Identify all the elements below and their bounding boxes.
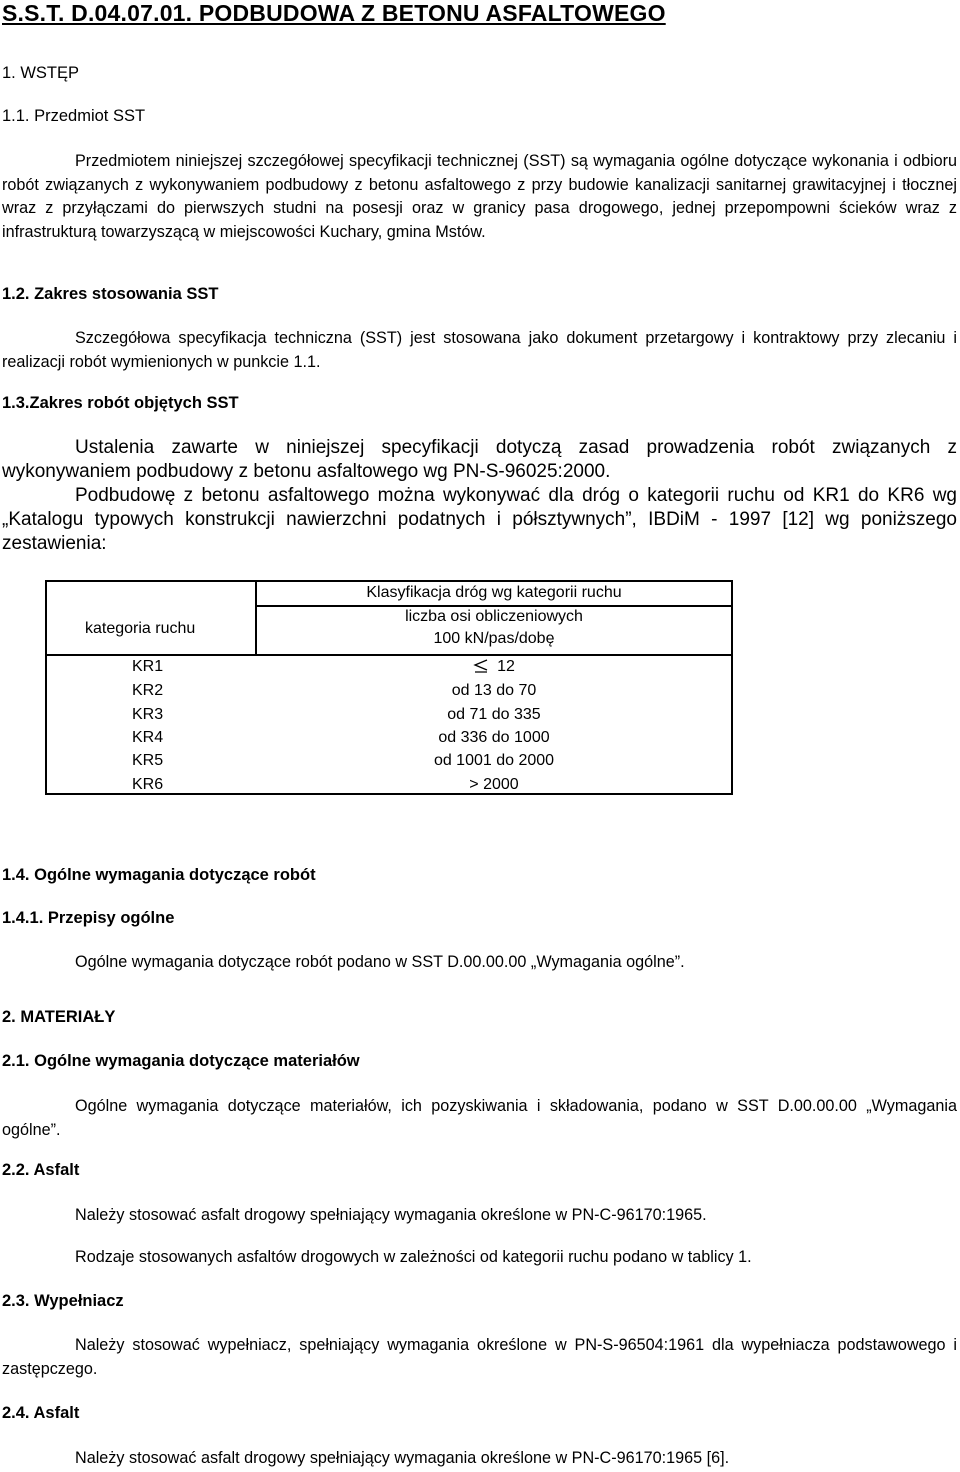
paragraph-2-3: Należy stosować wypełniacz, spełniający wymagania określone w PN-S-96504:1961 dla wypełniacza podstawowego i zastępczego. [2, 1336, 957, 1378]
table-header-left: kategoria ruchu [85, 620, 196, 637]
paragraph-2-2a: Należy stosować asfalt drogowy spełniający wymagania określone w PN-C-96170:1965. [75, 1206, 707, 1224]
traffic-category-table: Klasyfikacja dróg wg kategorii ruchu kategoria ruchu liczba osi obliczeniowych 100 kN/pas/dobę KR1 12 KR2 od 13 do 70 KR3 od 71 do 335 KR4 od 336 do 1000 KR5 od 1001 do 2000 KR6 > 2000 [45, 580, 733, 795]
paragraph-2-2b: Rodzaje stosowanych asfaltów drogowych w zależności od kategorii ruchu podano w tablicy 1. [75, 1248, 752, 1266]
table-header-right-1: liczba osi obliczeniowych [405, 608, 583, 625]
section-heading-2: 2. MATERIAŁY [2, 1008, 116, 1026]
section-heading-1-4-1: 1.4.1. Przepisy ogólne [2, 909, 175, 927]
table-header-right-2: 100 kN/pas/dobę [433, 630, 555, 647]
section-heading-2-1: 2.1. Ogólne wymagania dotyczące materiałów [2, 1052, 360, 1070]
table-header-top: Klasyfikacja dróg wg kategorii ruchu [366, 584, 622, 601]
paragraph-2-1: Ogólne wymagania dotyczące materiałów, ich pozyskiwania i składowania, podano w SST D.00.00.00 „Wymagania ogólne”. [2, 1097, 957, 1139]
paragraph-1-3b: Podbudowę z betonu asfaltowego można wykonywać dla dróg o kategorii ruchu od KR1 do KR6 wg „Katalogu typowych konstrukcji nawierzchni podatnych i półsztywnych”, IBDiM - 1997 [12] wg poniższego zestawienia: [2, 485, 957, 554]
section-heading-1-1: 1.1. Przedmiot SST [2, 107, 146, 125]
section-heading-1-4: 1.4. Ogólne wymagania dotyczące robót [2, 866, 316, 884]
paragraph-1-4-1: Ogólne wymagania dotyczące robót podano w SST D.00.00.00 „Wymagania ogólne”. [75, 953, 685, 971]
paragraph-1-3a: Ustalenia zawarte w niniejszej specyfikacji dotyczą zasad prowadzenia robót związanych z wykonywaniem podbudowy z betonu asfaltowego wg PN-S-96025:2000. [2, 437, 957, 482]
section-heading-1-3: 1.3.Zakres robót objętych SST [2, 394, 239, 412]
paragraph-1-2: Szczegółowa specyfikacja techniczna (SST) jest stosowana jako dokument przetargowy i kontraktowy przy zlecaniu i realizacji robót wymienionych w punkcie 1.1. [2, 329, 957, 371]
section-heading-1-2: 1.2. Zakres stosowania SST [2, 285, 219, 303]
section-heading-2-4: 2.4. Asfalt [2, 1404, 80, 1422]
less-or-equal-icon [473, 659, 489, 673]
paragraph-1-1: Przedmiotem niniejszej szczegółowej specyfikacji technicznej (SST) są wymagania ogólne dotyczące wykonania i odbioru robót związanych z wykonywaniem podbudowy z betonu asfaltowego z przy budowie kanalizacji sanitarnej grawitacyjnej i tłocznej wraz z przyłączami do pierwszych studni na posesji oraz w granicy pasa drogowego, jednej przepompowni ścieków wraz z infrastrukturą towarzyszącą w miejscowości Kuchary, gmina Mstów. [2, 152, 957, 241]
paragraph-2-4: Należy stosować asfalt drogowy spełniający wymagania określone w PN-C-96170:1965 [6]. [75, 1449, 730, 1467]
page-title: S.S.T. D.04.07.01. PODBUDOWA Z BETONU ASFALTOWEGO [2, 0, 666, 26]
section-heading-2-3: 2.3. Wypełniacz [2, 1292, 124, 1310]
section-heading-1: 1. WSTĘP [2, 64, 80, 82]
section-heading-2-2: 2.2. Asfalt [2, 1161, 80, 1179]
